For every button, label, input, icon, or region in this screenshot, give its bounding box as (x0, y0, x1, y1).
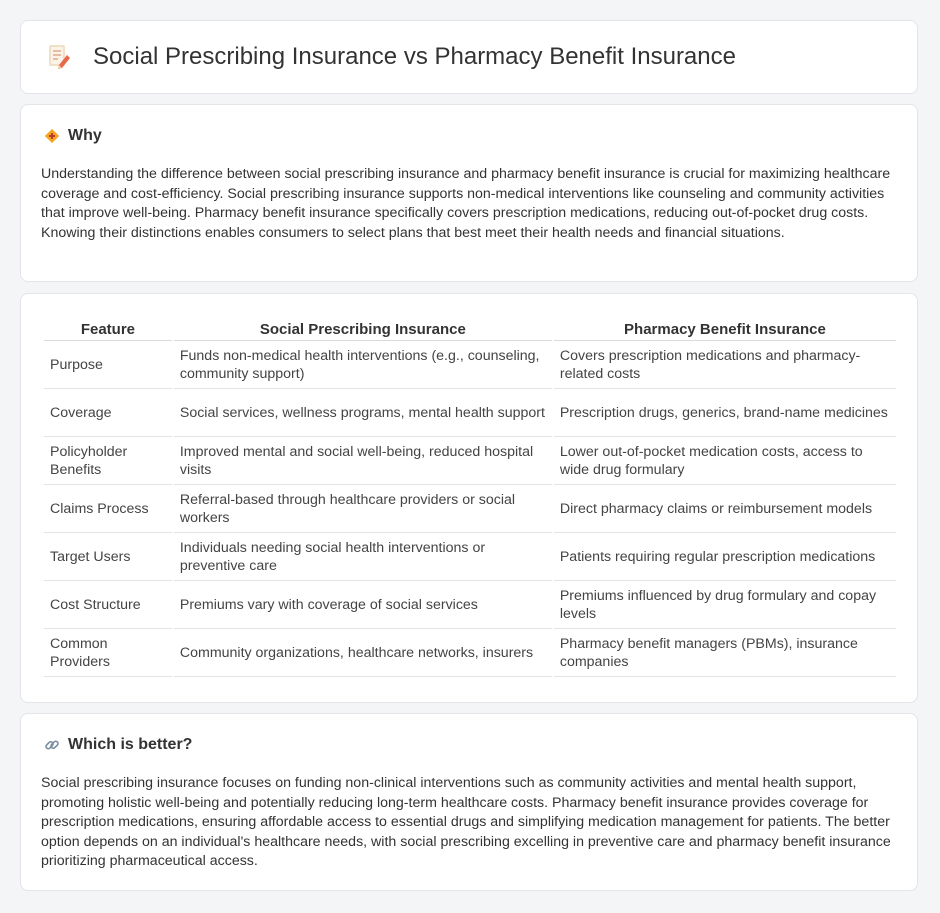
why-card (20, 104, 918, 282)
header-card (20, 20, 918, 94)
table-row (44, 581, 896, 629)
feature-cell: Common Providers (44, 629, 172, 677)
feature-cell: Policyholder Benefits (44, 437, 172, 485)
why-text: Understanding the difference between social prescribing insurance and pharmacy benefit insurance is crucial for maximizing healthcare coverage and cost-efficiency. Social prescribing insurance supports non-medical interventions like counseling and community activities that improve well-being. Pharmacy benefit insurance specifically covers prescription medications, reducing out-of-pocket drug costs. Knowing their distinctions enables consumers to select plans that best meet their health needs and financial situations. (41, 166, 891, 241)
pharmacy-cell: Patients requiring regular prescription medications (554, 533, 896, 581)
header-feature: Feature (44, 316, 172, 341)
social-cell: Premiums vary with coverage of social services (174, 581, 552, 629)
link-icon (43, 736, 61, 754)
table-header-row (44, 316, 896, 341)
pharmacy-cell: Covers prescription medications and pharmacy-related costs (554, 341, 896, 389)
social-cell: Community organizations, healthcare networks, insurers (174, 629, 552, 677)
social-cell: Improved mental and social well-being, reduced hospital visits (174, 437, 552, 485)
title-row (47, 43, 736, 71)
header-social-prescribing: Social Prescribing Insurance (174, 316, 552, 341)
feature-cell: Target Users (44, 533, 172, 581)
why-title: Why (68, 127, 102, 144)
better-heading (43, 736, 192, 754)
pharmacy-cell: Lower out-of-pocket medication costs, access to wide drug formulary (554, 437, 896, 485)
pharmacy-cell: Direct pharmacy claims or reimbursement models (554, 485, 896, 533)
social-cell: Social services, wellness programs, mental health support (174, 389, 552, 437)
pharmacy-cell: Premiums influenced by drug formulary and copay levels (554, 581, 896, 629)
feature-cell: Cost Structure (44, 581, 172, 629)
comparison-card (20, 293, 918, 703)
table-row (44, 485, 896, 533)
table-row (44, 341, 896, 389)
table-row (44, 437, 896, 485)
social-cell: Referral-based through healthcare providers or social workers (174, 485, 552, 533)
better-title: Which is better? (68, 736, 193, 753)
pharmacy-cell: Pharmacy benefit managers (PBMs), insurance companies (554, 629, 896, 677)
feature-cell: Claims Process (44, 485, 172, 533)
why-heading (43, 127, 102, 145)
comparison-table (42, 316, 898, 677)
document-pen-icon (47, 44, 71, 70)
header-pharmacy-benefit: Pharmacy Benefit Insurance (554, 316, 896, 341)
social-cell: Individuals needing social health interventions or preventive care (174, 533, 552, 581)
table-row (44, 389, 896, 437)
better-text: Social prescribing insurance focuses on funding non-clinical interventions such as community activities and mental health support, promoting holistic well-being and potentially reducing long-term healthcare costs. Pharmacy benefit insurance provides coverage for prescription medications, ensuring affordable access to essential drugs and simplifying medication management for patients. The better option depends on an individual's healthcare needs, with social prescribing excelling in preventive care and pharmacy benefit insurance prioritizing pharmaceutical access. (41, 775, 891, 870)
feature-cell: Coverage (44, 389, 172, 437)
social-cell: Funds non-medical health interventions (e.g., counseling, community support) (174, 341, 552, 389)
which-better-card (20, 713, 918, 891)
feature-cell: Purpose (44, 341, 172, 389)
page-title: Social Prescribing Insurance vs Pharmacy Benefit Insurance (93, 43, 736, 70)
table-row (44, 533, 896, 581)
pharmacy-cell: Prescription drugs, generics, brand-name medicines (554, 389, 896, 437)
diamond-sign-icon (43, 127, 61, 145)
table-row (44, 629, 896, 677)
